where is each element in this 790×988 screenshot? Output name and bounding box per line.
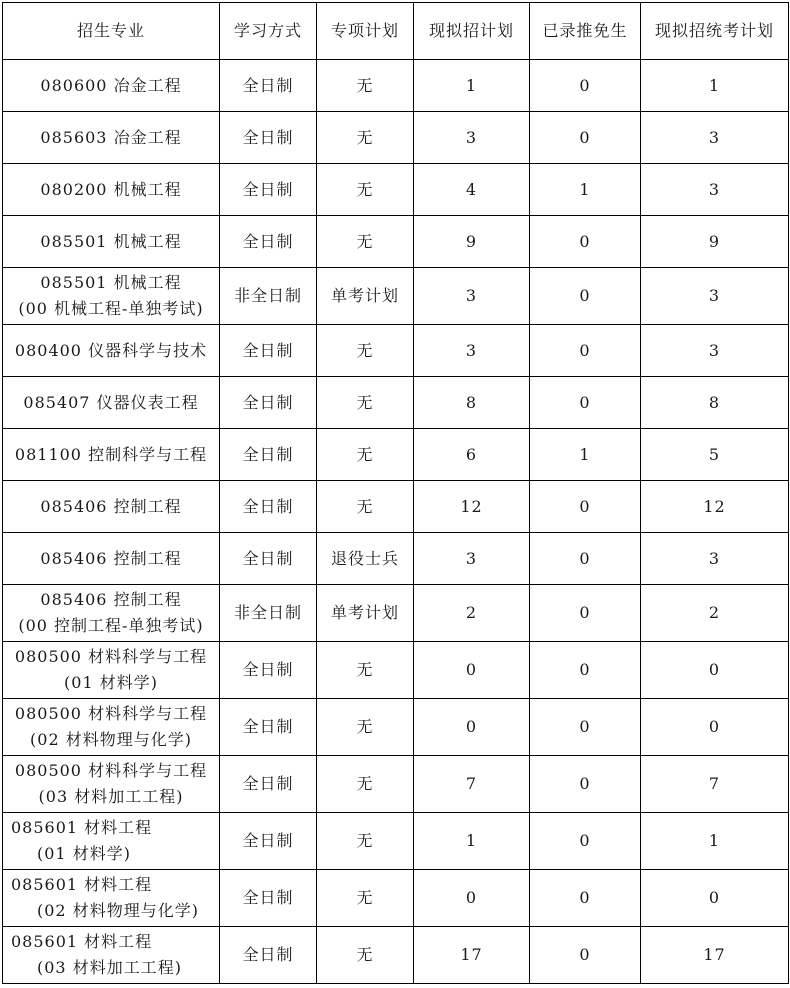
cell-exam-plan: 1 — [641, 60, 789, 112]
major-name: 085406 控制工程 — [40, 548, 182, 568]
cell-major — [3, 60, 220, 112]
major-name: 080600 冶金工程 — [40, 75, 182, 95]
cell-study-mode: 全日制 — [220, 112, 317, 164]
cell-exempt-admitted: 0 — [530, 870, 641, 927]
cell-special-plan: 无 — [317, 325, 414, 377]
cell-special-plan: 无 — [317, 429, 414, 481]
table-header-row — [3, 3, 789, 60]
cell-study-mode: 全日制 — [220, 481, 317, 533]
major-name: 085601 材料工程 — [11, 818, 153, 837]
cell-study-mode: 非全日制 — [220, 585, 317, 642]
cell-planned-enrollment: 0 — [414, 699, 530, 756]
cell-special-plan: 无 — [317, 927, 414, 984]
major-name: 085601 材料工程 — [11, 932, 153, 951]
table-row — [3, 112, 789, 164]
major-name: 085407 仪器仪表工程 — [23, 392, 199, 412]
cell-planned-enrollment: 1 — [414, 60, 530, 112]
cell-planned-enrollment: 2 — [414, 585, 530, 642]
table-row — [3, 325, 789, 377]
table-row — [3, 268, 789, 325]
cell-exam-plan: 3 — [641, 112, 789, 164]
major-name: 080500 材料科学与工程 — [14, 647, 208, 666]
table-row — [3, 642, 789, 699]
table-row — [3, 377, 789, 429]
cell-planned-enrollment: 3 — [414, 112, 530, 164]
cell-exempt-admitted: 0 — [530, 533, 641, 585]
enrollment-plan-table — [2, 2, 789, 984]
cell-exempt-admitted: 0 — [530, 112, 641, 164]
cell-study-mode: 全日制 — [220, 216, 317, 268]
cell-exam-plan: 0 — [641, 699, 789, 756]
cell-study-mode: 全日制 — [220, 756, 317, 813]
major-name: 085406 控制工程 — [40, 590, 182, 609]
cell-major — [3, 429, 220, 481]
cell-major — [3, 164, 220, 216]
major-name: 085406 控制工程 — [40, 496, 182, 516]
cell-study-mode: 全日制 — [220, 164, 317, 216]
cell-special-plan: 无 — [317, 164, 414, 216]
header-special-plan: 专项计划 — [317, 3, 414, 60]
cell-exempt-admitted: 0 — [530, 60, 641, 112]
cell-study-mode: 全日制 — [220, 325, 317, 377]
major-direction: (03 材料加工工程) — [37, 958, 182, 977]
cell-special-plan: 无 — [317, 699, 414, 756]
cell-exam-plan: 3 — [641, 325, 789, 377]
major-name: 080400 仪器科学与技术 — [14, 340, 208, 360]
header-planned-enrollment: 现拟招计划 — [414, 3, 530, 60]
major-direction: (00 控制工程-单独考试) — [18, 616, 204, 635]
cell-study-mode: 全日制 — [220, 377, 317, 429]
cell-special-plan: 退役士兵 — [317, 533, 414, 585]
cell-major — [3, 377, 220, 429]
cell-exempt-admitted: 0 — [530, 268, 641, 325]
table-row — [3, 481, 789, 533]
cell-study-mode: 全日制 — [220, 533, 317, 585]
table-row — [3, 585, 789, 642]
cell-major — [3, 481, 220, 533]
header-exempt-admitted: 已录推免生 — [530, 3, 641, 60]
cell-study-mode: 全日制 — [220, 813, 317, 870]
cell-major — [3, 699, 220, 756]
cell-exam-plan: 12 — [641, 481, 789, 533]
cell-planned-enrollment: 12 — [414, 481, 530, 533]
cell-exempt-admitted: 0 — [530, 377, 641, 429]
cell-major — [3, 268, 220, 325]
major-name: 085501 机械工程 — [40, 231, 182, 251]
header-major: 招生专业 — [3, 3, 220, 60]
cell-special-plan: 无 — [317, 642, 414, 699]
cell-planned-enrollment: 0 — [414, 870, 530, 927]
cell-planned-enrollment: 7 — [414, 756, 530, 813]
cell-exempt-admitted: 0 — [530, 325, 641, 377]
cell-exempt-admitted: 0 — [530, 585, 641, 642]
cell-special-plan: 单考计划 — [317, 268, 414, 325]
cell-exempt-admitted: 0 — [530, 756, 641, 813]
cell-exam-plan: 3 — [641, 268, 789, 325]
major-direction: (03 材料加工工程) — [38, 787, 184, 806]
cell-major — [3, 813, 220, 870]
cell-planned-enrollment: 17 — [414, 927, 530, 984]
cell-major — [3, 927, 220, 984]
cell-exam-plan: 3 — [641, 533, 789, 585]
cell-special-plan: 单考计划 — [317, 585, 414, 642]
header-study-mode: 学习方式 — [220, 3, 317, 60]
cell-planned-enrollment: 8 — [414, 377, 530, 429]
table-row — [3, 699, 789, 756]
major-name: 080500 材料科学与工程 — [14, 761, 208, 780]
cell-special-plan: 无 — [317, 481, 414, 533]
cell-planned-enrollment: 3 — [414, 533, 530, 585]
cell-exam-plan: 7 — [641, 756, 789, 813]
major-direction: (01 材料学) — [64, 673, 158, 692]
cell-exempt-admitted: 0 — [530, 216, 641, 268]
cell-major — [3, 325, 220, 377]
cell-exempt-admitted: 0 — [530, 813, 641, 870]
cell-planned-enrollment: 1 — [414, 813, 530, 870]
major-name: 080200 机械工程 — [40, 179, 182, 199]
table-body — [3, 60, 789, 984]
table-row — [3, 813, 789, 870]
major-name: 085603 冶金工程 — [40, 127, 182, 147]
cell-study-mode: 非全日制 — [220, 268, 317, 325]
cell-planned-enrollment: 6 — [414, 429, 530, 481]
table-row — [3, 60, 789, 112]
cell-exam-plan: 17 — [641, 927, 789, 984]
table-row — [3, 164, 789, 216]
cell-study-mode: 全日制 — [220, 642, 317, 699]
cell-special-plan: 无 — [317, 813, 414, 870]
cell-study-mode: 全日制 — [220, 699, 317, 756]
cell-study-mode: 全日制 — [220, 870, 317, 927]
cell-exam-plan: 1 — [641, 813, 789, 870]
cell-exempt-admitted: 0 — [530, 642, 641, 699]
table-row — [3, 429, 789, 481]
major-name: 085601 材料工程 — [11, 875, 153, 894]
major-name: 080500 材料科学与工程 — [14, 704, 208, 723]
cell-planned-enrollment: 3 — [414, 268, 530, 325]
cell-special-plan: 无 — [317, 60, 414, 112]
cell-exam-plan: 2 — [641, 585, 789, 642]
cell-special-plan: 无 — [317, 870, 414, 927]
cell-exempt-admitted: 0 — [530, 481, 641, 533]
cell-major — [3, 533, 220, 585]
major-direction: (00 机械工程-单独考试) — [18, 299, 204, 318]
cell-special-plan: 无 — [317, 216, 414, 268]
cell-major — [3, 585, 220, 642]
major-direction: (02 材料物理与化学) — [30, 730, 192, 749]
cell-major — [3, 642, 220, 699]
cell-study-mode: 全日制 — [220, 429, 317, 481]
cell-exam-plan: 9 — [641, 216, 789, 268]
cell-special-plan: 无 — [317, 377, 414, 429]
cell-exempt-admitted: 1 — [530, 429, 641, 481]
cell-exam-plan: 3 — [641, 164, 789, 216]
cell-exam-plan: 5 — [641, 429, 789, 481]
cell-exempt-admitted: 0 — [530, 927, 641, 984]
cell-major — [3, 870, 220, 927]
cell-major — [3, 112, 220, 164]
cell-exam-plan: 0 — [641, 870, 789, 927]
cell-exempt-admitted: 0 — [530, 699, 641, 756]
cell-study-mode: 全日制 — [220, 60, 317, 112]
cell-planned-enrollment: 9 — [414, 216, 530, 268]
table-row — [3, 927, 789, 984]
header-exam-plan: 现拟招统考计划 — [641, 3, 789, 60]
major-direction: (01 材料学) — [37, 844, 131, 863]
cell-exam-plan: 0 — [641, 642, 789, 699]
major-name: 081100 控制科学与工程 — [14, 444, 208, 464]
cell-major — [3, 216, 220, 268]
cell-study-mode: 全日制 — [220, 927, 317, 984]
cell-major — [3, 756, 220, 813]
cell-planned-enrollment: 4 — [414, 164, 530, 216]
cell-exempt-admitted: 1 — [530, 164, 641, 216]
cell-special-plan: 无 — [317, 112, 414, 164]
major-name: 085501 机械工程 — [40, 273, 182, 292]
major-direction: (02 材料物理与化学) — [37, 901, 199, 920]
cell-special-plan: 无 — [317, 756, 414, 813]
table-row — [3, 870, 789, 927]
table-row — [3, 216, 789, 268]
table-row — [3, 756, 789, 813]
table-row — [3, 533, 789, 585]
cell-planned-enrollment: 3 — [414, 325, 530, 377]
cell-planned-enrollment: 0 — [414, 642, 530, 699]
cell-exam-plan: 8 — [641, 377, 789, 429]
